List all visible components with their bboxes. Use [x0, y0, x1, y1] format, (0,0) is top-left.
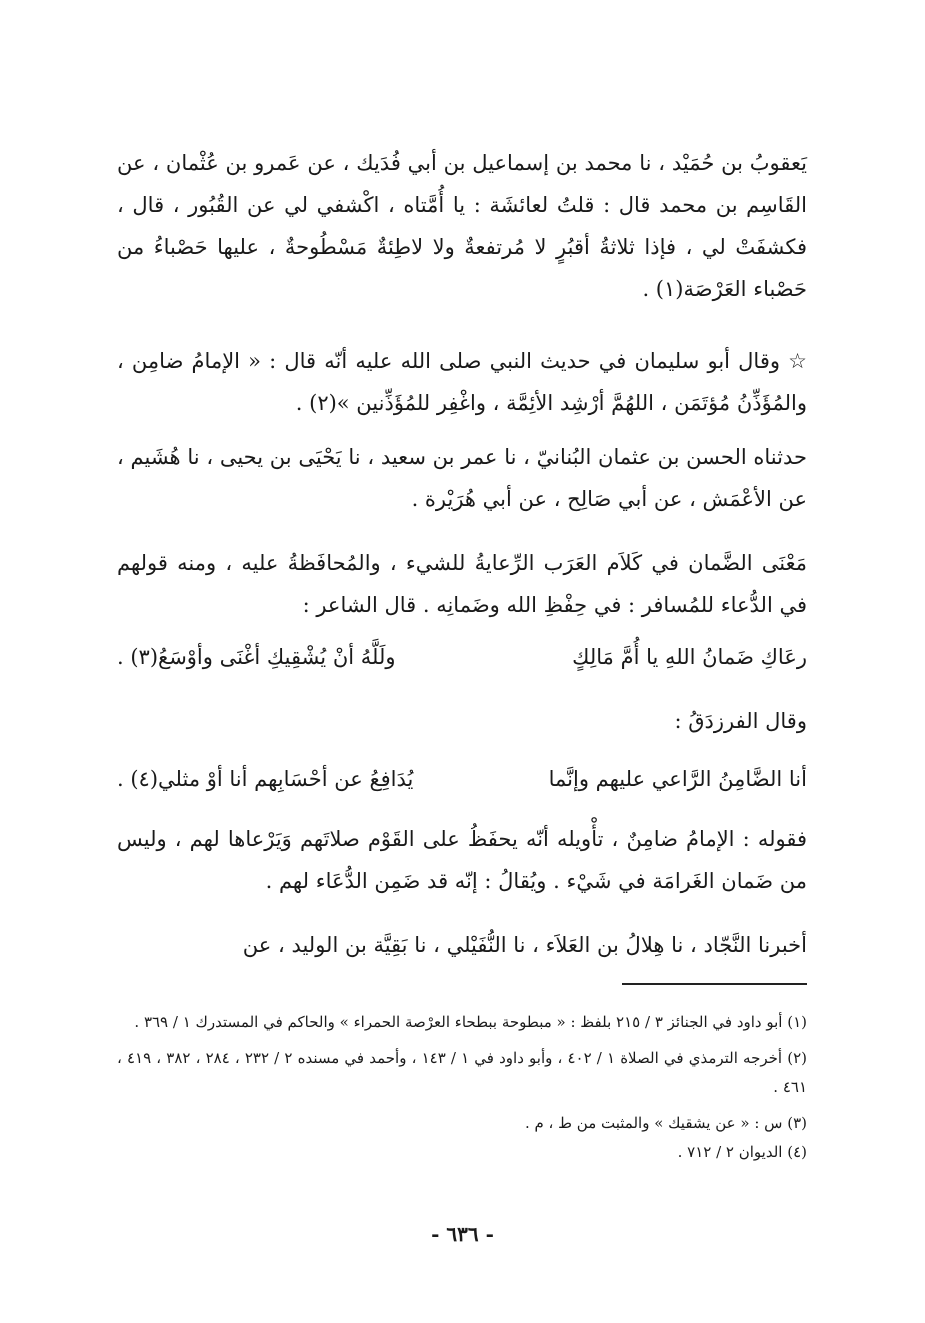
paragraph-2: ☆ وقال أبو سليمان في حديث النبي صلى الله عليه أنّه قال : « الإمامُ ضامِن ، والمُؤَذِّنُ مُؤتَمَن ، اللهُمَّ أرْشِد الأئِمَّة ، واغْفِر للمُؤَذِّنين »(٢) .	[117, 349, 807, 415]
footnote-3: (٣) س : « عن يشقيك » والمثبت من ط ، م .	[524, 1114, 807, 1132]
verse-1-first-hemistich: رعَاكِ ضَمانُ اللهِ يا أُمَّ مَالِكٍ	[572, 645, 807, 669]
paragraph-5: فقوله : الإمامُ ضامِنٌ ، تأْويله أنّه يحفَظُ على القَوْم صلاتَهم وَيَرْعاها لهم ، وليس من ضَمان الغَرامَة في شَيْء . ويُقالُ : إنّه قد ضَمِن الدُّعَاء لهم .	[117, 827, 807, 893]
verse-2-second-hemistich: يُدَافِعُ عن أحْسَابِهم أنا أوْ مثلي(٤) .	[117, 767, 414, 791]
paragraph-4: مَعْنَى الضَّمان في كَلاَم العَرَب الرِّعايةُ للشيء ، والمُحافَظةُ عليه ، ومنه قولهم في الدُّعاء للمُسافر : في حِفْظِ الله وضَمانِه . قال الشاعر :	[117, 551, 807, 617]
verse-2-first-hemistich: أنا الضَّامِنُ الرَّاعي عليهم وإنَّما	[548, 767, 807, 791]
footnote-1: (١) أبو داود في الجنائز ٣ / ٢١٥ بلفظ : « مبطوحة ببطحاء العرْصة الحمراء » والحاكم في المستدرك ١ / ٣٦٩ .	[134, 1013, 807, 1031]
poem-verse-1	[117, 636, 807, 678]
footnote-2: (٢) أخرجه الترمذي في الصلاة ١ / ٤٠٢ ، وأبو داود في ١ / ١٤٣ ، وأحمد في مسنده ٢ / ٢٣٢ ، ٢٨٤ ، ٣٨٢ ، ٤١٩ ، ٤٦١ .	[117, 1049, 807, 1096]
page-number: - ٦٣٦ -	[431, 1222, 494, 1246]
poem-verse-2	[117, 758, 807, 800]
paragraph-3: حدثناه الحسن بن عثمان البُنانيّ ، نا عمر بن سعيد ، نا يَحْيَى بن يحيى ، نا هُشَيم ، عن الأعْمَش ، عن أبي صَالِح ، عن أبي هُرَيْرة .	[117, 445, 807, 511]
paragraph-1: يَعقوبُ بن حُمَيْد ، نا محمد بن إسماعيل بن أبي فُدَيك ، عن عَمرو بن عُثْمان ، عن القَاسِم بن محمد قال : قلتُ لعائشَة : يا أُمَّتاه ، اكْشفي لي عن القُبُور ، قال ، فكشفَتْ لي ، فإذا ثلاثةُ أقبُرٍ لا مُرتفعةٌ ولا لاطِئةٌ مَسْطُوحةٌ ، عليها حَصْباءُ من حَصْباء العَرْصَة(١) .	[117, 151, 807, 301]
paragraph-6: أخبرنا النَّجّاد ، نا هِلالُ بن العَلاَء ، نا النُّفَيْلي ، نا بَقِيَّة بن الوليد ، عن	[242, 933, 807, 957]
footnotes	[117, 1008, 807, 1167]
footnote-4: (٤) الديوان ٢ / ٧١٢ .	[677, 1143, 807, 1161]
verse-intro: وقال الفرزدَقُ :	[674, 709, 807, 733]
footnote-divider	[622, 983, 807, 985]
verse-1-second-hemistich: ولَلَّهُ أنْ يُشْقِيكِ أغْنَى وأوْسَعُ(٣) .	[117, 645, 396, 669]
